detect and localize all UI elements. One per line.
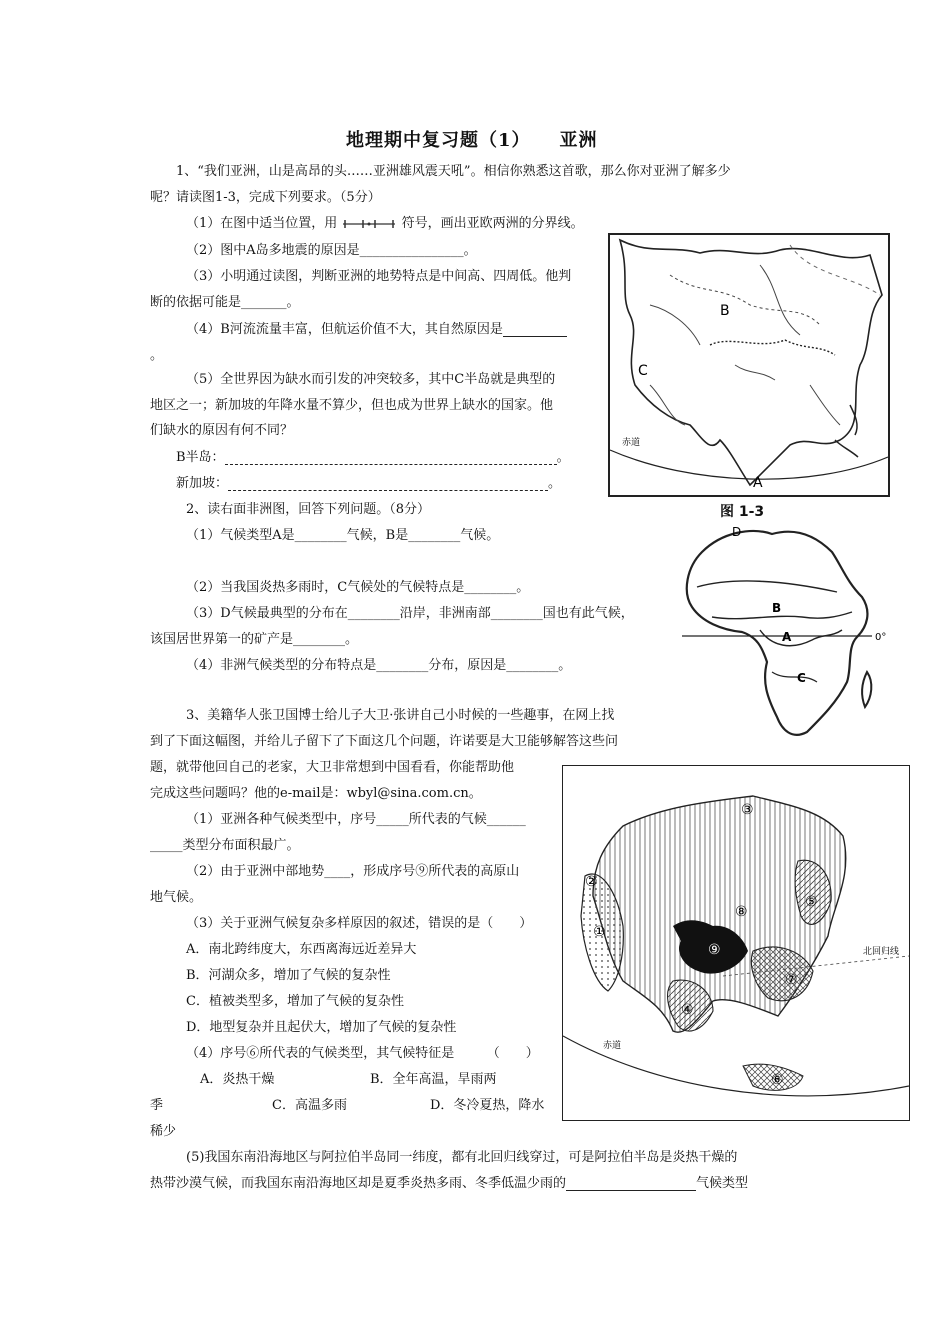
q2-intro: 2、读右面非洲图，回答下列问题。（8分） [186,502,431,517]
page-title: 地理期中复习题（1） 亚洲 [346,130,598,151]
q2-part3-line2: 该国居世界第一的矿产是________。 [150,632,359,647]
q1-intro-line1: 1、“我们亚洲，山是高昂的头……亚洲雄风震天吼”。相信你熟悉这首歌，那么你对亚洲了解多少 [176,164,731,179]
q3-part4-option-b[interactable]: B．全年高温，旱雨两 [370,1072,497,1087]
q1-part3-line1: （3）小明通过读图，判断亚洲的地势特点是中间高、四周低。他判 [186,269,572,284]
q3-part5-line2 [150,1172,748,1191]
africa-label-equator-degree: 0° [875,632,887,643]
q1-b-answer-blank[interactable] [225,464,557,465]
q2-part2: （2）当我国炎热多雨时，C气候处的气候特点是________。 [186,580,530,595]
q3-part5-blank[interactable] [566,1190,696,1191]
q3-option-d[interactable]: D．地型复杂并且起伏大，增加了气候的复杂性 [186,1020,457,1035]
q3-part2-line1: （2）由于亚洲中部地势____，形成序号⑨所代表的高原山 [186,864,520,879]
asia-climate-label-tropic: 北回归线 [863,947,900,957]
q3-intro-line1: 3、美籍华人张卫国博士给儿子大卫·张讲自己小时候的一些趣事，在网上找 [186,708,615,723]
q1-part4-end: 。 [150,348,164,363]
q1-part4 [186,318,567,337]
boundary-symbol-icon [341,218,397,230]
asia-climate-label-9: ⑨ [708,942,721,958]
q3-part4-option-b-cont: 季 [150,1098,164,1113]
q2-part4: （4）非洲气候类型的分布特点是________分布，原因是________。 [186,658,572,673]
q3-option-b[interactable]: B．河湖众多，增加了气候的复杂性 [186,968,391,983]
q1-part2: （2）图中A岛多地震的原因是________________。 [186,243,477,258]
q3-part1-line1: （1）亚洲各种气候类型中，序号_____所代表的气候______ [186,812,526,827]
africa-climate-map [672,522,892,744]
map-label-c: C [638,363,648,379]
q3-part4-option-d-cont: 稀少 [150,1124,177,1139]
asia-climate-label-4: ④ [681,1002,694,1018]
asia-climate-label-2: ② [585,874,598,890]
q3-part4: （4）序号⑥所代表的气候类型，其气候特征是 （ ） [186,1046,539,1061]
q3-part5-line1: (5)我国东南沿海地区与阿拉伯半岛同一纬度，都有北回归线穿过，可是阿拉伯半岛是炎热干燥的 [186,1150,738,1165]
q1-singapore-answer-row [176,472,561,491]
asia-climate-label-7: ⑦ [785,972,798,988]
figure-1-3-caption: 图 1-3 [720,504,765,520]
asia-climate-map [562,765,910,1121]
q2-part3-line1: （3）D气候最典型的分布在________沿岸，非洲南部________国也有此气候， [186,606,634,621]
q3-part4-option-d[interactable]: D．冬冷夏热，降水 [430,1098,545,1113]
q1-b-answer-row [176,446,570,465]
asia-climate-label-6: ⑥ [771,1072,784,1088]
africa-label-b: B [772,601,782,615]
q3-part3: （3）关于亚洲气候复杂多样原因的叙述，错误的是（ ） [186,916,533,931]
asia-climate-label-1: ① [593,924,606,940]
q3-intro-line4: 完成这些问题吗？他的e-mail是：wbyl@sina.com.cn。 [150,786,482,801]
africa-label-c: C [797,671,806,685]
q3-option-c[interactable]: C．植被类型多，增加了气候的复杂性 [186,994,404,1009]
asia-climate-label-5: ⑤ [805,894,818,910]
asia-relief-map [608,233,890,497]
q1-singapore-label: 新加坡： [176,476,229,491]
asia-climate-label-8: ⑧ [735,904,748,920]
q1-part1-text-a: （1）在图中适当位置，用 [186,216,338,231]
q2-part1: （1）气候类型A是________气候，B是________气候。 [186,528,500,543]
q3-part1-line2: _____类型分布面积最广。 [150,838,300,853]
asia-climate-label-equator: 赤道 [603,1041,622,1051]
q1-part4-text: （4）B河流流量丰富，但航运价值不大，其自然原因是 [186,322,503,337]
q1-part4-blank[interactable] [503,336,567,337]
q1-b-label: B半岛： [176,450,225,465]
q1-b-end: 。 [556,450,570,465]
q1-intro-line2: 呢？请读图1-3，完成下列要求。（5分） [150,190,381,205]
q1-part1 [186,212,584,231]
q3-part5-text-end: 气候类型 [696,1176,749,1191]
q3-part4-option-c[interactable]: C．高温多雨 [272,1098,347,1113]
asia-map-drawing [610,235,888,495]
map-label-b: B [720,303,730,319]
q1-singapore-answer-blank[interactable] [228,490,548,491]
q3-option-a[interactable]: A．南北跨纬度大，东西离海远近差异大 [186,942,417,957]
asia-climate-map-drawing [563,766,909,1120]
asia-climate-label-3: ③ [741,802,754,818]
q3-intro-line3: 题，就带他回自己的老家，大卫非常想到中国看看，你能帮助他 [150,760,515,775]
q1-part1-text-b: 符号，画出亚欧两洲的分界线。 [401,216,584,231]
q3-part4-option-a[interactable]: A．炎热干燥 [200,1072,275,1087]
map-label-a: A [753,475,763,491]
q1-part5-line3: 们缺水的原因有何不同？ [150,423,294,438]
q1-part3-line2: 断的依据可能是_______。 [150,295,300,310]
africa-label-a: A [782,630,792,644]
q1-part5-line2: 地区之一；新加坡的年降水量不算少，但也成为世界上缺水的国家。他 [150,398,554,413]
q1-singapore-end: 。 [548,476,562,491]
q3-intro-line2: 到了下面这幅图，并给儿子留下了下面这几个问题，许诺要是大卫能够解答这些问 [150,734,619,749]
map-label-equator: 赤道 [622,438,641,448]
q1-part5-line1: （5）全世界因为缺水而引发的冲突较多，其中C半岛就是典型的 [186,372,556,387]
africa-label-d: D [732,525,742,539]
q3-part2-line2: 地气候。 [150,890,203,905]
q3-part5-text: 热带沙漠气候，而我国东南沿海地区却是夏季炎热多雨、冬季低温少雨的 [150,1176,567,1191]
